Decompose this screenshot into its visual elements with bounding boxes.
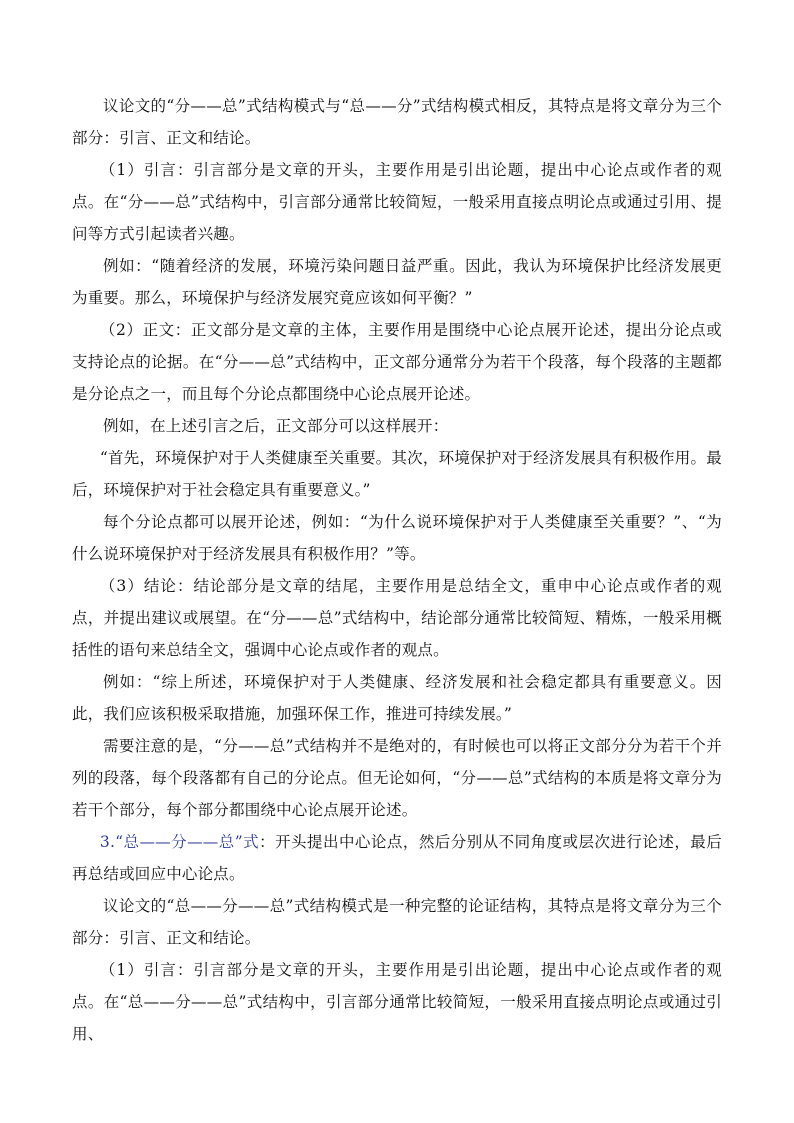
paragraph-note: 需要注意的是，“分——总”式结构并不是绝对的，有时候也可以将正文部分分为若干个并列的段落，每个段落都有自己的分论点。但无论如何，“分——总”式结构的本质是将文章分为若干个部分，每个部分都围绕中心论点展开论述。 [72,737,722,819]
paragraph-total-structure-introduction: （1）引言：引言部分是文章的开头，主要作用是引出论题，提出中心论点或作者的观点。在“总——分——总”式结构中，引言部分通常比较简短，一般采用直接点明论点或通过引用、 [72,961,722,1043]
paragraph-subpoint-examples: 每个分论点都可以展开论述，例如：“为什么说环境保护对于人类健康至关重要？”、“为什么说环境保护对于经济发展具有积极作用？”等。 [72,513,722,563]
paragraph-conclusion-example: 例如：“综上所述，环境保护对于人类健康、经济发展和社会稳定都具有重要意义。因此，我们应该积极采取措施，加强环保工作，推进可持续发展。” [72,673,722,723]
paragraph-introduction-example: 例如：“随着经济的发展，环境污染问题日益严重。因此，我认为环境保护比经济发展更为重要。那么，环境保护与经济发展究竟应该如何平衡？” [72,257,722,307]
paragraph-conclusion-section: （3）结论：结论部分是文章的结尾，主要作用是总结全文，重申中心论点或作者的观点，并提出建议或展望。在“分——总”式结构中，结论部分通常比较简短、精炼，一般采用概括性的语句来总结全文，强调中心论点或作者的观点。 [72,577,722,659]
document-page [72,90,722,1050]
heading-description: ：开头提出中心论点，然后分别从不同角度或层次进行论述，最后再总结或回应中心论点。 [72,833,722,883]
heading-section-3 [72,826,722,890]
heading-number: 3. [99,833,116,851]
paragraph-body-example-quote: “首先，环境保护对于人类健康至关重要。其次，环境保护对于经济发展具有积极作用。最后，环境保护对于社会稳定具有重要意义。” [72,449,722,499]
paragraph-body-example-lead: 例如，在上述引言之后，正文部分可以这样展开： [103,417,449,435]
heading-title: “总——分——总”式 [115,833,260,851]
paragraph-total-structure-intro: 议论文的“总——分——总”式结构模式是一种完整的论证结构，其特点是将文章分为三个部分：引言、正文和结论。 [72,897,722,947]
paragraph-introduction-section: （1）引言：引言部分是文章的开头，主要作用是引出论题，提出中心论点或作者的观点。在“分——总”式结构中，引言部分通常比较简短，一般采用直接点明论点或通过引用、提问等方式引起读者兴趣。 [72,161,722,243]
paragraph-body-section: （2）正文：正文部分是文章的主体，主要作用是围绕中心论点展开论述，提出分论点或支持论点的论据。在“分——总”式结构中，正文部分通常分为若干个段落，每个段落的主题都是分论点之一，而且每个分论点都围绕中心论点展开论述。 [72,321,722,403]
paragraph-intro: 议论文的“分——总”式结构模式与“总——分”式结构模式相反，其特点是将文章分为三个部分：引言、正文和结论。 [72,97,722,147]
